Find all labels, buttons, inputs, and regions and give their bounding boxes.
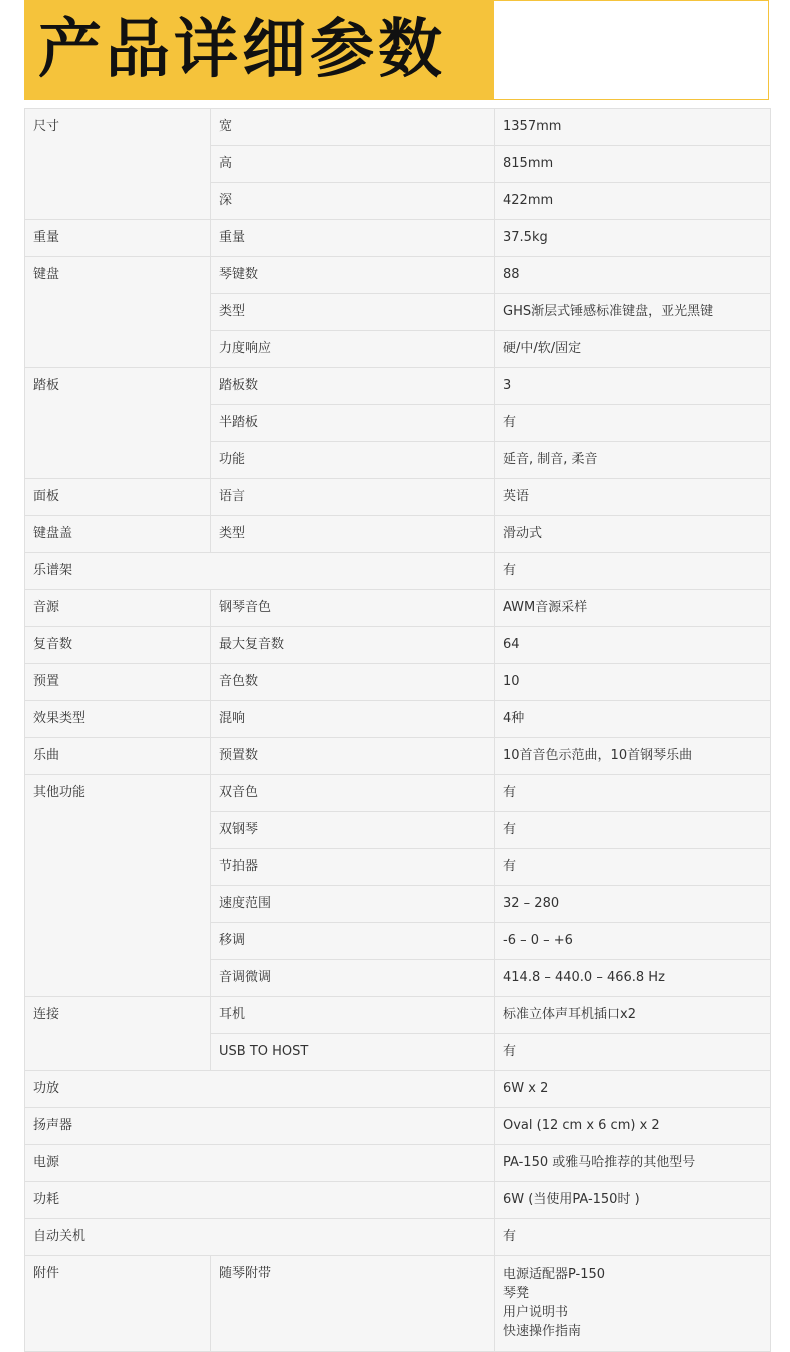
table-row [25, 775, 771, 812]
value-cell: 有 [495, 812, 771, 849]
sub-item-cell: 高 [211, 146, 495, 183]
sub-item-cell: 最大复音数 [211, 627, 495, 664]
sub-item-cell: 琴键数 [211, 257, 495, 294]
table-row [25, 516, 771, 553]
value-cell: 6W x 2 [495, 1071, 771, 1108]
sub-item-cell: 双钢琴 [211, 812, 495, 849]
table-row [25, 1256, 771, 1352]
sub-item-cell: 随琴附带 [211, 1256, 495, 1352]
sub-item-cell: 类型 [211, 294, 495, 331]
value-cell: 815mm [495, 146, 771, 183]
table-row [25, 1108, 771, 1145]
value-cell: 标准立体声耳机插口x2 [495, 997, 771, 1034]
table-row [25, 220, 771, 257]
value-cell: 10 [495, 664, 771, 701]
sub-item-cell: 速度范围 [211, 886, 495, 923]
category-cell: 功耗 [25, 1182, 495, 1219]
sub-item-cell: 半踏板 [211, 405, 495, 442]
category-cell: 乐曲 [25, 738, 211, 775]
value-cell: 有 [495, 405, 771, 442]
accessory-item: 琴凳 [503, 1286, 530, 1301]
category-cell: 复音数 [25, 627, 211, 664]
table-row [25, 109, 771, 146]
sub-item-cell: 双音色 [211, 775, 495, 812]
table-row [25, 1145, 771, 1182]
spec-table [24, 108, 771, 1352]
sub-item-cell: 钢琴音色 [211, 590, 495, 627]
value-cell: 37.5kg [495, 220, 771, 257]
sub-item-cell: 语言 [211, 479, 495, 516]
sub-item-cell: 音调微调 [211, 960, 495, 997]
value-cell: 有 [495, 849, 771, 886]
category-cell: 预置 [25, 664, 211, 701]
header-banner [24, 0, 769, 100]
sub-item-cell: 节拍器 [211, 849, 495, 886]
value-cell: 1357mm [495, 109, 771, 146]
table-row [25, 368, 771, 405]
category-cell: 音源 [25, 590, 211, 627]
value-cell: 32 – 280 [495, 886, 771, 923]
table-row [25, 701, 771, 738]
value-cell: Oval (12 cm x 6 cm) x 2 [495, 1108, 771, 1145]
value-cell: 4种 [495, 701, 771, 738]
accessory-item: 电源适配器P-150 [503, 1267, 606, 1282]
value-cell: 3 [495, 368, 771, 405]
category-cell: 连接 [25, 997, 211, 1071]
category-cell: 附件 [25, 1256, 211, 1352]
value-cell: 硬/中/软/固定 [495, 331, 771, 368]
sub-item-cell: 踏板数 [211, 368, 495, 405]
table-row [25, 553, 771, 590]
category-cell: 自动关机 [25, 1219, 495, 1256]
table-row [25, 627, 771, 664]
value-cell: 有 [495, 553, 771, 590]
category-cell: 其他功能 [25, 775, 211, 997]
value-cell: 6W (当使用PA-150时 ) [495, 1182, 771, 1219]
value-cell: 414.8 – 440.0 – 466.8 Hz [495, 960, 771, 997]
sub-item-cell: 类型 [211, 516, 495, 553]
value-cell: 滑动式 [495, 516, 771, 553]
category-cell: 功放 [25, 1071, 495, 1108]
sub-item-cell: 宽 [211, 109, 495, 146]
category-cell: 面板 [25, 479, 211, 516]
value-cell: GHS渐层式锤感标准键盘，亚光黑键 [495, 294, 771, 331]
value-cell: 422mm [495, 183, 771, 220]
sub-item-cell: 音色数 [211, 664, 495, 701]
category-cell: 乐谱架 [25, 553, 495, 590]
sub-item-cell: USB TO HOST [211, 1034, 495, 1071]
title-outline [492, 0, 769, 100]
sub-item-cell: 混响 [211, 701, 495, 738]
category-cell: 扬声器 [25, 1108, 495, 1145]
table-row [25, 997, 771, 1034]
sub-item-cell: 功能 [211, 442, 495, 479]
category-cell: 尺寸 [25, 109, 211, 220]
accessory-item: 快速操作指南 [503, 1324, 582, 1339]
category-cell: 重量 [25, 220, 211, 257]
value-cell: 64 [495, 627, 771, 664]
table-row [25, 479, 771, 516]
value-cell: 10首音色示范曲，10首钢琴乐曲 [495, 738, 771, 775]
table-row [25, 1219, 771, 1256]
value-cell: 延音, 制音, 柔音 [495, 442, 771, 479]
category-cell: 键盘盖 [25, 516, 211, 553]
sub-item-cell: 力度响应 [211, 331, 495, 368]
table-row [25, 257, 771, 294]
category-cell: 电源 [25, 1145, 495, 1182]
value-cell: AWM音源采样 [495, 590, 771, 627]
value-cell: -6 – 0 – +6 [495, 923, 771, 960]
table-row [25, 1182, 771, 1219]
sub-item-cell: 耳机 [211, 997, 495, 1034]
sub-item-cell: 预置数 [211, 738, 495, 775]
sub-item-cell: 深 [211, 183, 495, 220]
category-cell: 键盘 [25, 257, 211, 368]
sub-item-cell: 重量 [211, 220, 495, 257]
value-cell [495, 1256, 771, 1352]
table-row [25, 664, 771, 701]
category-cell: 踏板 [25, 368, 211, 479]
value-cell: 有 [495, 775, 771, 812]
value-cell: 有 [495, 1219, 771, 1256]
value-cell: 英语 [495, 479, 771, 516]
page-title: 产品详细参数 [38, 13, 446, 87]
value-cell: 有 [495, 1034, 771, 1071]
table-row [25, 738, 771, 775]
value-cell: 88 [495, 257, 771, 294]
accessory-item: 用户说明书 [503, 1305, 569, 1320]
table-row [25, 590, 771, 627]
table-row [25, 1071, 771, 1108]
sub-item-cell: 移调 [211, 923, 495, 960]
value-cell: PA-150 或雅马哈推荐的其他型号 [495, 1145, 771, 1182]
category-cell: 效果类型 [25, 701, 211, 738]
